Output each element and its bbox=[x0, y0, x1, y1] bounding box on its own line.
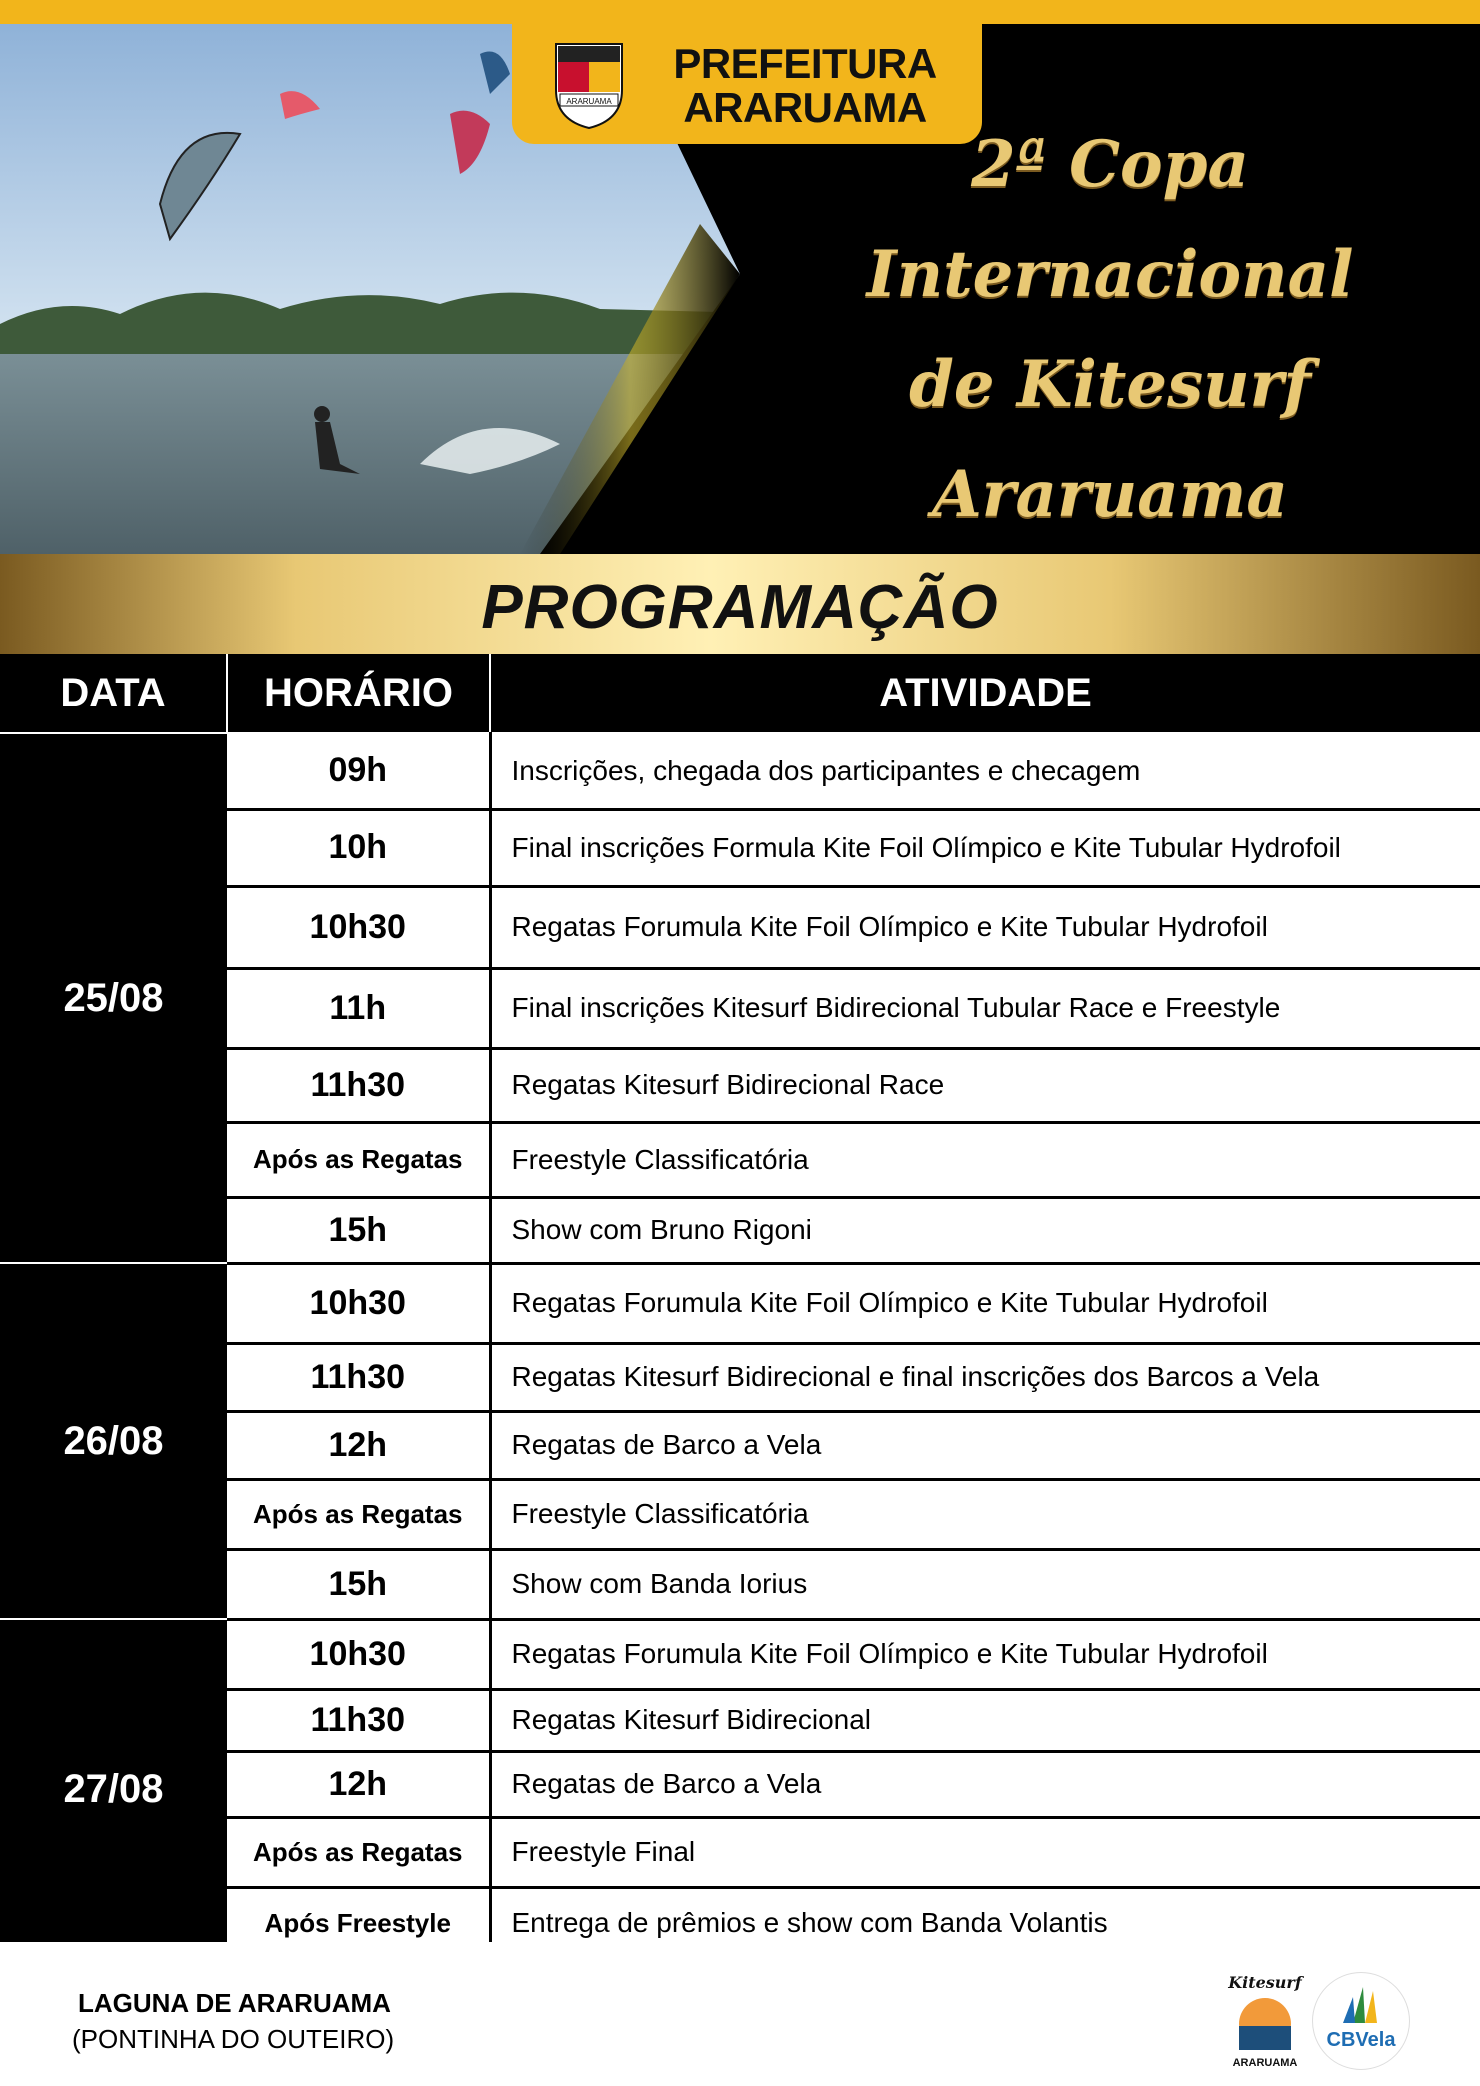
activity-cell: Regatas de Barco a Vela bbox=[490, 1751, 1480, 1817]
header-time: HORÁRIO bbox=[227, 654, 490, 733]
activity-cell: Show com Bruno Rigoni bbox=[490, 1197, 1480, 1263]
table-row bbox=[0, 1619, 1480, 1689]
time-cell: Após as Regatas bbox=[227, 1122, 490, 1197]
programacao-banner bbox=[0, 554, 1480, 654]
time-cell: 11h bbox=[227, 968, 490, 1048]
activity-cell: Regatas Forumula Kite Foil Olímpico e Kite Tubular Hydrofoil bbox=[490, 1619, 1480, 1689]
date-cell: 25/08 bbox=[0, 733, 227, 1263]
header-activity: ATIVIDADE bbox=[490, 654, 1480, 733]
time-cell: 11h30 bbox=[227, 1689, 490, 1751]
activity-cell: Regatas Kitesurf Bidirecional Race bbox=[490, 1048, 1480, 1122]
activity-cell: Show com Banda Iorius bbox=[490, 1549, 1480, 1619]
org-line2: ARARUAMA bbox=[683, 84, 927, 131]
location-detail: (PONTINHA DO OUTEIRO) bbox=[72, 2024, 395, 2054]
activity-cell: Regatas Kitesurf Bidirecional bbox=[490, 1689, 1480, 1751]
header-date: DATA bbox=[0, 654, 227, 733]
coat-of-arms-icon bbox=[546, 38, 632, 130]
table-row bbox=[0, 733, 1480, 809]
activity-cell: Freestyle Classificatória bbox=[490, 1122, 1480, 1197]
logo1-text: Kitesurf bbox=[1228, 1973, 1302, 1992]
crest-text: ARARUAMA bbox=[566, 97, 612, 106]
activity-cell: Regatas Kitesurf Bidirecional e final inscrições dos Barcos a Vela bbox=[490, 1343, 1480, 1411]
activity-cell: Freestyle Classificatória bbox=[490, 1479, 1480, 1549]
activity-cell: Freestyle Final bbox=[490, 1817, 1480, 1887]
time-cell: 11h30 bbox=[227, 1343, 490, 1411]
location-name: LAGUNA DE ARARUAMA bbox=[78, 1988, 391, 2018]
activity-cell: Entrega de prêmios e show com Banda Volantis bbox=[490, 1887, 1480, 1959]
activity-cell: Inscrições, chegada dos participantes e checagem bbox=[490, 733, 1480, 809]
table-row bbox=[0, 1263, 1480, 1343]
time-cell: 10h30 bbox=[227, 1263, 490, 1343]
time-cell: Após as Regatas bbox=[227, 1479, 490, 1549]
programacao-label: PROGRAMAÇÃO bbox=[481, 573, 999, 642]
table-header-row bbox=[0, 654, 1480, 733]
activity-cell: Regatas Forumula Kite Foil Olímpico e Kite Tubular Hydrofoil bbox=[490, 1263, 1480, 1343]
org-line1: PREFEITURA bbox=[673, 40, 937, 87]
time-cell: 12h bbox=[227, 1411, 490, 1479]
time-cell: Após as Regatas bbox=[227, 1817, 490, 1887]
activity-cell: Regatas de Barco a Vela bbox=[490, 1411, 1480, 1479]
kitesurf-araruama-logo-icon bbox=[1220, 1970, 1310, 2076]
schedule-table bbox=[0, 654, 1480, 1961]
time-cell: 09h bbox=[227, 733, 490, 809]
event-title-line3: de Kitesurf bbox=[909, 347, 1311, 422]
time-cell: 12h bbox=[227, 1751, 490, 1817]
activity-cell: Final inscrições Formula Kite Foil Olímpico e Kite Tubular Hydrofoil bbox=[490, 809, 1480, 886]
time-cell: 10h30 bbox=[227, 886, 490, 968]
cbvela-text: CBVela bbox=[1326, 2029, 1396, 2051]
cbvela-logo bbox=[1312, 1972, 1410, 2070]
activity-cell: Final inscrições Kitesurf Bidirecional Tubular Race e Freestyle bbox=[490, 968, 1480, 1048]
time-cell: 11h30 bbox=[227, 1048, 490, 1122]
time-cell: 15h bbox=[227, 1197, 490, 1263]
footer bbox=[0, 1942, 1480, 2086]
time-cell: 10h30 bbox=[227, 1619, 490, 1689]
time-cell: 15h bbox=[227, 1549, 490, 1619]
time-cell: Após Freestyle bbox=[227, 1887, 490, 1959]
logo1-sub: ARARUAMA bbox=[1232, 2057, 1298, 2069]
time-cell: 10h bbox=[227, 809, 490, 886]
activity-cell: Regatas Forumula Kite Foil Olímpico e Kite Tubular Hydrofoil bbox=[490, 886, 1480, 968]
sail-icon bbox=[1313, 1973, 1409, 2029]
event-title bbox=[760, 110, 1460, 550]
event-title-line2: Internacional bbox=[866, 237, 1354, 312]
event-title-line4: Araruama bbox=[932, 457, 1288, 532]
event-title-line1: 2ª Copa bbox=[971, 127, 1249, 202]
date-cell: 27/08 bbox=[0, 1619, 227, 1959]
date-cell: 26/08 bbox=[0, 1263, 227, 1619]
top-accent-bar bbox=[0, 0, 1480, 24]
